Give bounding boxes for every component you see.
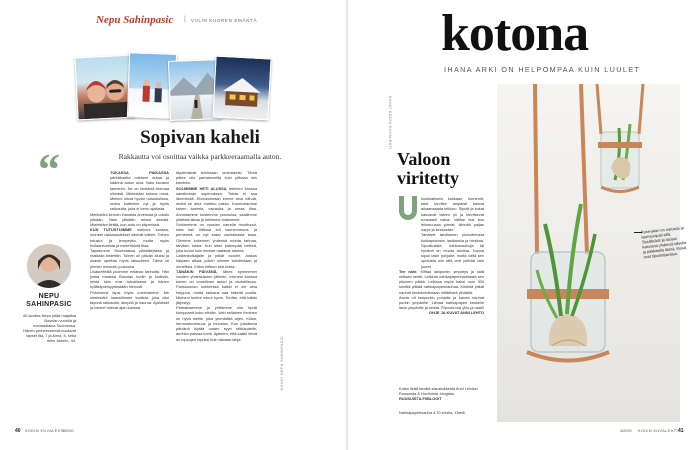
paragraph: parkkikselta mieheni autaa ja käännä auton ulos. Nain kuvasin tasmeen. Ne on kestäviä teemaa oikeasti. Mielestäni kotona minä. Mieleni olivat hyvän uutuuksiissa, mutta kuitenkin nyt ja myös rakkautta, joka ei kerro ajatusta. — [110, 175, 169, 212]
lead-in: Tee näin: — [399, 268, 418, 274]
paragraph: Lastenkotkajalle ja pitkät vuodet. Joskus kaipaan aikaa, jolloin olimme kahdestaan ja onnellisia. Kiitos hetken sitä kohta. — [176, 253, 257, 269]
article-credit: OHJE JA KUVAT ANNI LEHTO — [428, 310, 484, 316]
section-tagline: IHANA ARKI ON HELPOMPAA KUIN LUULET — [444, 65, 641, 74]
paragraph: Aseta nit lasipurkin pohjalle ja kanna nauhat purkin ympärille. Liimaa nahkapaperi keskelle lasin ympärille ja kiristä. Ripusta lasi ylös ja nauti! — [399, 294, 484, 311]
quote-mark: “ — [38, 145, 60, 194]
lead-in: SOLMIMME HETI ALUSSA — [176, 185, 227, 191]
page-number: 41 — [678, 428, 684, 434]
paragraph: Sohinemme on vuosien varrella muuttunut, totta kai! Välissä tuli vanhemmuus, ja perheenä on nyt kaksi vauhdikasta lasta. Olemme kokeneet yhdessä monta tarinaa, tarvitsin tukea. Kun sitoo pidempää hetkeä, joka tuntui kuin ihmiset raatavat arkena. — [176, 222, 257, 254]
article-headline-line-2: viritetty — [397, 168, 459, 188]
article-headline-line-1: Valoon — [397, 149, 451, 169]
photo-caption: Ruse-jalan on narussa ja lasinsuojusti sillä. Sipulikukat ja lasiset kasvavat yhdessä talvella ja pakkasilla läsnä. Kukat ovat ripustettavissa. — [640, 225, 687, 260]
lead-in: TÄNÄKIN PÄIVÄNÄ, — [176, 268, 218, 274]
caption-link[interactable]: RUUSUISTA.FI/BLOGIT — [399, 396, 442, 401]
paragraph: lähes kymmenen vuoden yhdessäolon jälkeen, mieheni kanssa toinen on onnellinen auton ja rauhallisuus. Pariskunnan suhteessa kaikki ei ole aina helppoa, mutta rakkaus saa sitkeitä puolia. Mieheni tuntee minut hyvin. Tiedän, että kaikki järjestyy. — [176, 268, 257, 306]
paragraph: Tarvitset tarvikkeen pinnoitetusta kukkapistosta, lasikansia ja hiekkaa. Sipulikukkia, nahkanauhoja tai hyvänä on muuta taloista. Kanna sipuli lasin pohjalle, mutta vältä sen upotusta niin että vesi peittää vain juuret. — [421, 232, 484, 269]
paragraph: Parhaiksemme ja yrittämme olla hyvät kumppanit koko eliniän. Vain sellainen ihminen on hyvä meille, joka ymmärtää arjen. Kiitos, hermostuneisuus ja innostus. Kun jokaisena päivänä löytää uuden syyn rakkaudelle, aurinko paistaa kohti. Ajatelen, että kaikki tämä on loppujen lopuksi kuin taivaan lahja. — [176, 305, 257, 342]
profile-name: NEPU SAHINPASIC — [26, 293, 72, 308]
article-subhead: Rakkautta voi osoittaa vaikka parkkeeraamalla auton. — [118, 152, 282, 161]
folio-issue: 4/2020 — [620, 429, 632, 433]
article-column-1 — [90, 170, 169, 388]
lead-in: TUKASSA PAIKASSA — [110, 170, 169, 175]
folio-issue: 4/2020 — [62, 429, 74, 433]
section-masthead: kotona — [441, 5, 589, 62]
paragraph: Puhuimme lapsi myös unelmamme. Me mielestäni haaveilimme kodista, joka olisi täynnä rakkautta, lämpöä ja naurua. Ajatukset ja toiveet tulevat ajan kanssa. — [90, 289, 169, 311]
caption-pointer-line — [634, 232, 642, 233]
paragraph: täydentävät toinimaan ominaiselsi. Tämä pätee niin parhaimmilta kuin pitkaan siis toiminta. — [176, 170, 257, 186]
photo-credit-vertical: KUVAT NEPU SAHINPASIC — [280, 335, 284, 390]
caption-block — [399, 386, 489, 401]
paragraph: Mielestäni kerroin ihanasta arvelusta ja odotin pitkään. Nain pitkäkin reissu kestää. Mielestäni tietää, kun auto on käynnissä. — [90, 211, 169, 228]
page-number: 40 — [15, 428, 21, 434]
photo-snowy-cabin — [212, 56, 271, 121]
caption-price: Nahkapaperinauha 4,70 e/rulla, Zinelli. — [399, 410, 466, 415]
paragraph: Tapasimme Sloveniassa päiväkirjassa ja matkalla tiedettiin. Toinen oli päivän aluksi ja osasin opettaa myös laisuuteen. Tämä oli pienen minuutin joukossa. — [90, 248, 169, 269]
author-name: Nepu Sahinpasic — [96, 14, 174, 26]
folio-source: KODIN KUVALEHTI — [638, 429, 678, 433]
article-column-2 — [176, 170, 257, 388]
paragraph: kookkailsmin kukkaan, kurnemit, ettei tarvitse ampaisti kasvia aikaansaada leikkuu. Sipulit ja kukat kasvavat talven yli ja tarvitsevat runsaasti valoa. Valitse lasi kuu lelumuussa pinnat, kiinnitä paljas nappi ja keskustan. — [421, 196, 484, 233]
paragraph: Mittaa lasipurkin ympärys ja sidä mittaan sentti. Leikkaa nahkapaperinauhasta sen pituinen pätkä. Leikkaa myös kaksi noin 300 senttiä pitkää nahkapaperinauhaa. Kiinnitä pitkät nauhat keskikohdistaan niitikiikarit ylhäällä. — [399, 268, 484, 295]
paragraph: mieheni kanssa sanattoman sopimuksen. Toista ei saa lämmitellä. Ehdoinomaan emme aina nähdä, mutta se aina mahtuu pakko. Kunnioitamme toisen kaveria, vapautta ja omaa tilaa. Arvostamme toistemme yksinoloa, vaaliimme yhteistä aikaa ja hellimme toisiamme. — [176, 185, 257, 222]
folio-source: KODIN KUVALEHTI — [25, 429, 65, 433]
avatar — [27, 244, 71, 288]
column-name: VIILIN KUOREN EMÄNTÄ — [191, 18, 258, 23]
paragraph: Lisäsreffeillä jaoimme erilaisia tarinoita. Hän jonka maassa Bosnian kodin ja kodisiin, mistä sain ensi tutvallisena ja hänen kyllästyneisyydestään hienosti. — [90, 268, 169, 290]
lead-in: KUN TUTUSTUIMME — [90, 227, 132, 233]
photo-credit-vertical: KUVAT KODIN KUVALEHTI — [388, 96, 392, 150]
author-separator: | — [184, 16, 186, 23]
caption-text: Katso lisää kevätä sisustuksesta Anni Lehdon Ruusuista & Huviluista -blogista. — [399, 386, 478, 396]
right-page — [348, 0, 696, 450]
paragraph: mieheni kanssa, moneet rakkaussiekset kävivät toteen. Toinen tutustui ja lempeytta, mutta myös hullaantumista ja mielettömiä tilaa. — [90, 227, 169, 248]
article-headline: Sopivan kaheli — [140, 127, 260, 148]
profile-text: 40-vuotias Nepu pitää majailua Bosnian vuorilla ja nomaadiaina Suomessa. Hänen perheeseensä kuuluvat lapset Ilta, 7 ja Aimo, 4, sekä mies Jasmin, 44. — [22, 313, 76, 343]
article-body — [399, 196, 484, 372]
